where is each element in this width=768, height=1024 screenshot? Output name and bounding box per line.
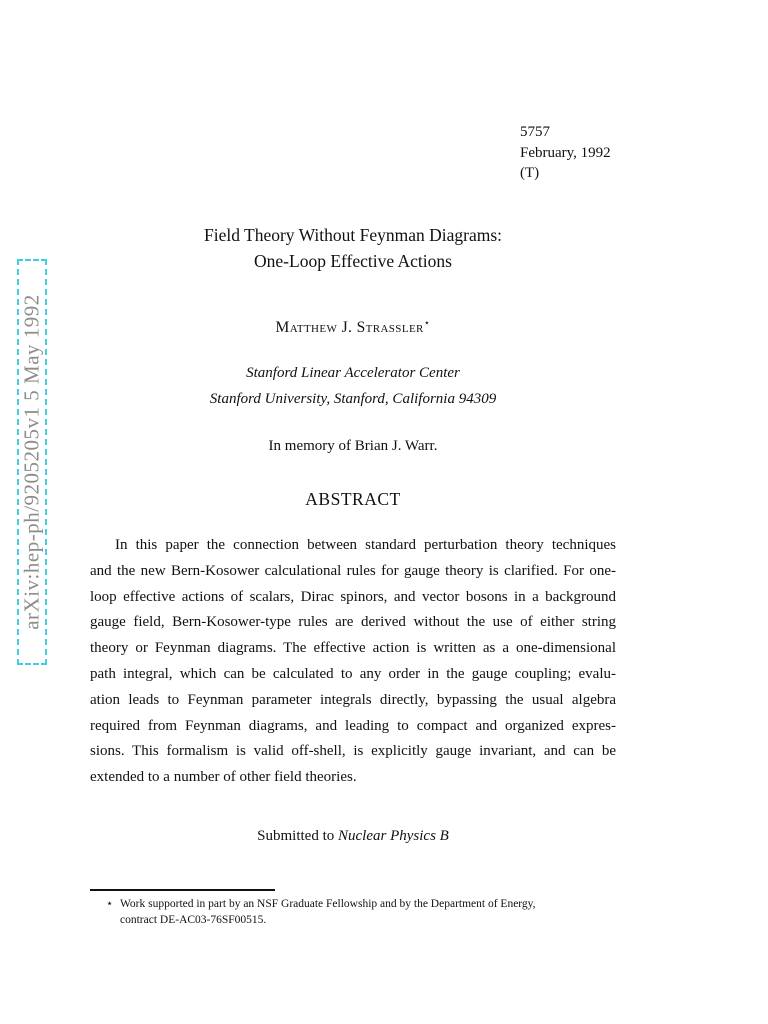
abstract-line: required from Feynman diagrams, and leading to compact and organized expres- — [90, 717, 616, 734]
author-name: Matthew J. Strassler — [275, 319, 424, 337]
footnote-line-1: Work supported in part by an NSF Graduate Fellowship and by the Department of Energy, — [120, 898, 536, 910]
submission-note — [0, 828, 706, 845]
report-tag: (T) — [520, 165, 540, 181]
abstract-line: and the new Bern-Kosower calculational rules for gauge theory is clarified. For one- — [90, 562, 616, 579]
arxiv-stamp[interactable]: arXiv:hep-ph/9205205v1 5 May 1992 — [19, 294, 44, 630]
author-block — [0, 318, 706, 337]
footnote — [106, 896, 618, 928]
title-line-1: Field Theory Without Feynman Diagrams: — [203, 225, 503, 245]
footnote-line-2: contract DE-AC03-76SF00515. — [120, 914, 267, 926]
abstract-line: extended to a number of other field theories. — [90, 769, 357, 786]
abstract-line: In this paper the connection between standard perturbation theory techniques — [115, 537, 616, 553]
submission-prefix: Submitted to — [257, 828, 339, 844]
report-date: February, 1992 — [520, 144, 611, 161]
report-number: 5757 — [520, 124, 550, 140]
abstract-heading: ABSTRACT — [305, 489, 401, 509]
journal-name: Nuclear Physics B — [338, 828, 449, 844]
report-metadata — [520, 122, 611, 184]
footnote-mark: ⋆ — [106, 898, 114, 910]
dedication: In memory of Brian J. Warr. — [268, 438, 438, 454]
affiliation-line-1: Stanford Linear Accelerator Center — [246, 365, 460, 381]
author-footnote-mark: ⋆ — [423, 318, 431, 329]
abstract-line: path integral, which can be calculated to any order in the gauge coupling; evalu- — [90, 665, 616, 682]
abstract-line: ation leads to Feynman parameter integrals directly, bypassing the usual algebra — [90, 691, 616, 708]
footnote-rule — [90, 889, 275, 891]
abstract-line: sions. This formalism is valid off-shell, is explicitly gauge invariant, and can be — [90, 743, 616, 760]
abstract-line: gauge field, Bern-Kosower-type rules are derived without the use of either string — [90, 614, 616, 631]
affiliation — [0, 360, 706, 412]
affiliation-line-2: Stanford University, Stanford, California 94309 — [209, 391, 497, 407]
abstract-line: theory or Feynman diagrams. The effective action is written as a one-dimensional — [90, 640, 616, 657]
paper-title — [0, 222, 706, 274]
abstract-body — [90, 533, 616, 791]
abstract-line: loop effective actions of scalars, Dirac spinors, and vector bosons in a background — [90, 588, 616, 605]
title-line-2: One-Loop Effective Actions — [254, 251, 452, 271]
